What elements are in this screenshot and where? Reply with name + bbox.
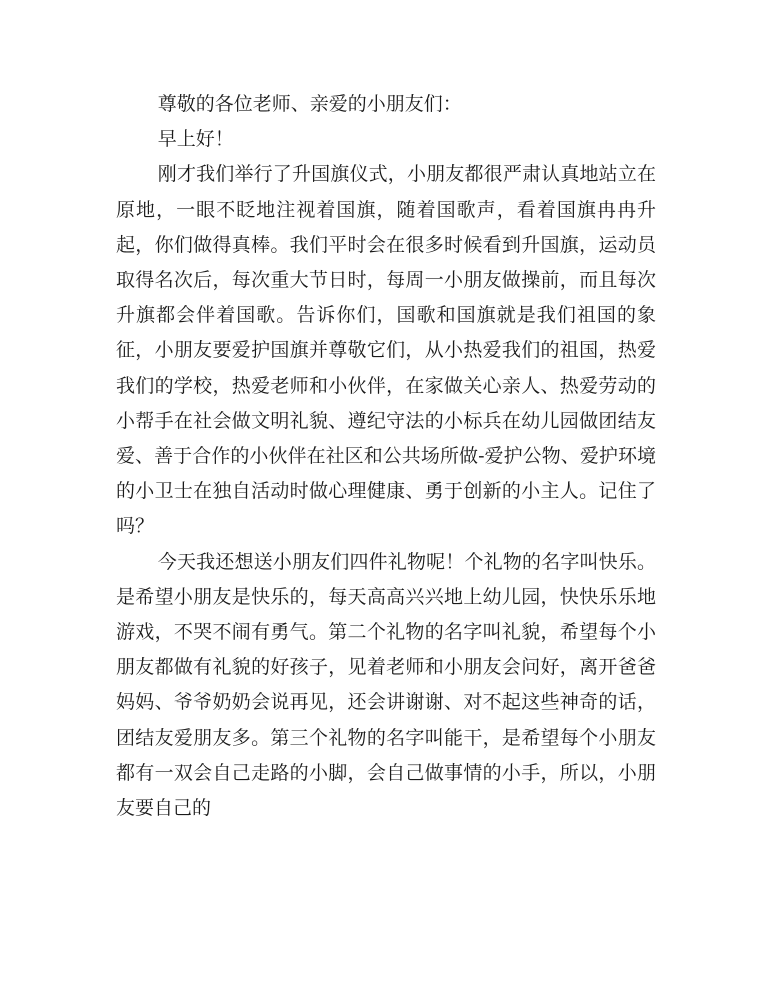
paragraph-flag-ceremony: 刚才我们举行了升国旗仪式，小朋友都很严肃认真地站立在原地，一眼不眨地注视着国旗，随着国歌声，看着国旗冉冉升起，你们做得真棒。我们平时会在很多时候看到升国旗，运动员取得名次后，每次重大节日时，每周一小朋友做操前，而且每次升旗都会伴着国歌。告诉你们，国歌和国旗就是我们祖国的象征，小朋友要爱护国旗并尊敬它们，从小热爱我们的祖国，热爱我们的学校，热爱老师和小伙伴，在家做关心亲人、热爱劳动的小帮手在社会做文明礼貌、遵纪守法的小标兵在幼儿园做团结友爱、善于合作的小伙伴在社区和公共场所做-爱护公物、爱护环境的小卫士在独自活动时做心理健康、勇于创新的小主人。记住了吗？ bbox=[116, 163, 656, 538]
greeting-line: 尊敬的各位老师、亲爱的小朋友们： bbox=[157, 93, 462, 115]
morning-greeting: 早上好！ bbox=[157, 128, 234, 151]
paragraph-four-gifts: 今天我还想送小朋友们四件礼物呢！个礼物的名字叫快乐。是希望小朋友是快乐的，每天高高兴兴地上幼儿园，快快乐乐地游戏，不哭不闹有勇气。第二个礼物的名字叫礼貌，希望每个小朋友都做有礼貌的好孩子，见着老师和小朋友会问好，离开爸爸妈妈、爷爷奶奶会说再见，还会讲谢谢、对不起这些神奇的话，团结友爱朋友多。第三个礼物的名字叫能干，是希望每个小朋友都有一双会自己走路的小脚，会自己做事情的小手，所以，小朋友要自己的 bbox=[116, 550, 656, 820]
speech-text bbox=[116, 87, 656, 826]
